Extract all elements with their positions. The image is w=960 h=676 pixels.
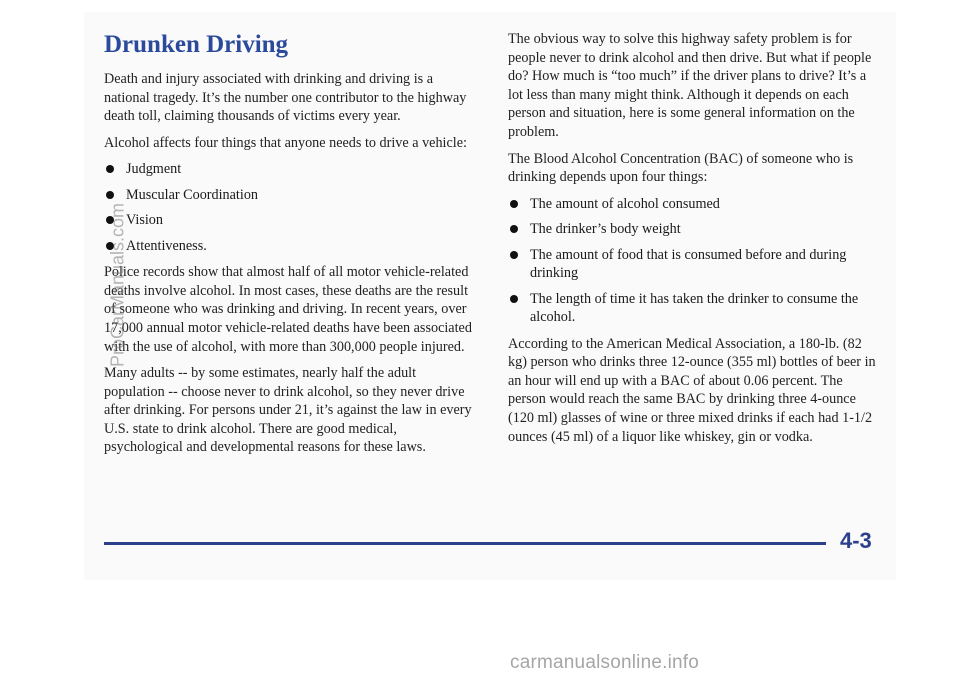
alcohol-affects-paragraph: Alcohol affects four things that anyone needs to drive a vehicle: — [104, 134, 467, 151]
list-item: The amount of food that is consumed before and during drinking — [508, 246, 878, 283]
list-item: Vision — [104, 211, 476, 230]
bullet-icon — [510, 225, 518, 233]
side-watermark-text: ProCarManuals.com — [107, 202, 128, 368]
list-item: Muscular Coordination — [104, 186, 476, 205]
footer-rule — [104, 542, 826, 545]
right-column — [508, 30, 878, 454]
list-item: The length of time it has taken the drinker to consume the alcohol. — [508, 290, 878, 327]
obvious-way-paragraph: The obvious way to solve this highway safety problem is for people never to drink alcohol and then drive. But what if people do? How much is “too much” if the driver plans to drive? It’s a lot less than many might think. Although it depends on each person and situation, here is some general information on the problem. — [508, 31, 872, 140]
list-item: Attentiveness. — [104, 237, 476, 256]
intro-paragraph: Death and injury associated with drinking and driving is a national tragedy. It’s the number one contributor to the highway death toll, claiming thousands of victims every year. — [104, 71, 467, 125]
list-item: Judgment — [104, 160, 476, 179]
footer-watermark: carmanualsonline.info — [510, 652, 700, 673]
side-watermark — [104, 170, 132, 400]
bac-paragraph: The Blood Alcohol Concentration (BAC) of someone who is drinking depends upon four things: — [508, 150, 854, 186]
many-adults-paragraph: Many adults -- by some estimates, nearly half the adult population -- choose never to drink alcohol, so they never drive after drinking. For persons under 21, it’s against the law in every U.S. state to drink alcohol. There are good medical, psychological and developmental reasons for these laws. — [104, 365, 472, 456]
bullet-icon — [510, 251, 518, 259]
ama-paragraph: According to the American Medical Association, a 180-lb. (82 kg) person who drinks three 12-ounce (355 ml) bottles of beer in an hour will end up with a BAC of about 0.06 percent. The person would reach the same BAC by drinking three 4-ounce (120 ml) glasses of wine or three mixed drinks if each had 1-1/2 ounces (45 ml) of a liquor like whiskey, gin or vodka. — [508, 335, 876, 445]
affects-list — [104, 160, 476, 255]
list-item: The drinker’s body weight — [508, 220, 878, 239]
police-records-paragraph: Police records show that almost half of all motor vehicle-related deaths involve alcohol. In most cases, these deaths are the result of someone who was drinking and driving. In recent years, over 17,000 annual motor vehicle-related deaths have been associated with the use of alcohol, with more than 300,000 people injured. — [104, 264, 472, 355]
list-item: The amount of alcohol consumed — [508, 195, 878, 214]
bullet-icon — [510, 295, 518, 303]
bullet-icon — [510, 200, 518, 208]
section-title: Drunken Driving — [104, 31, 289, 58]
page-number: 4-3 — [840, 528, 872, 553]
bac-factors-list — [508, 195, 878, 327]
left-column — [104, 30, 476, 465]
